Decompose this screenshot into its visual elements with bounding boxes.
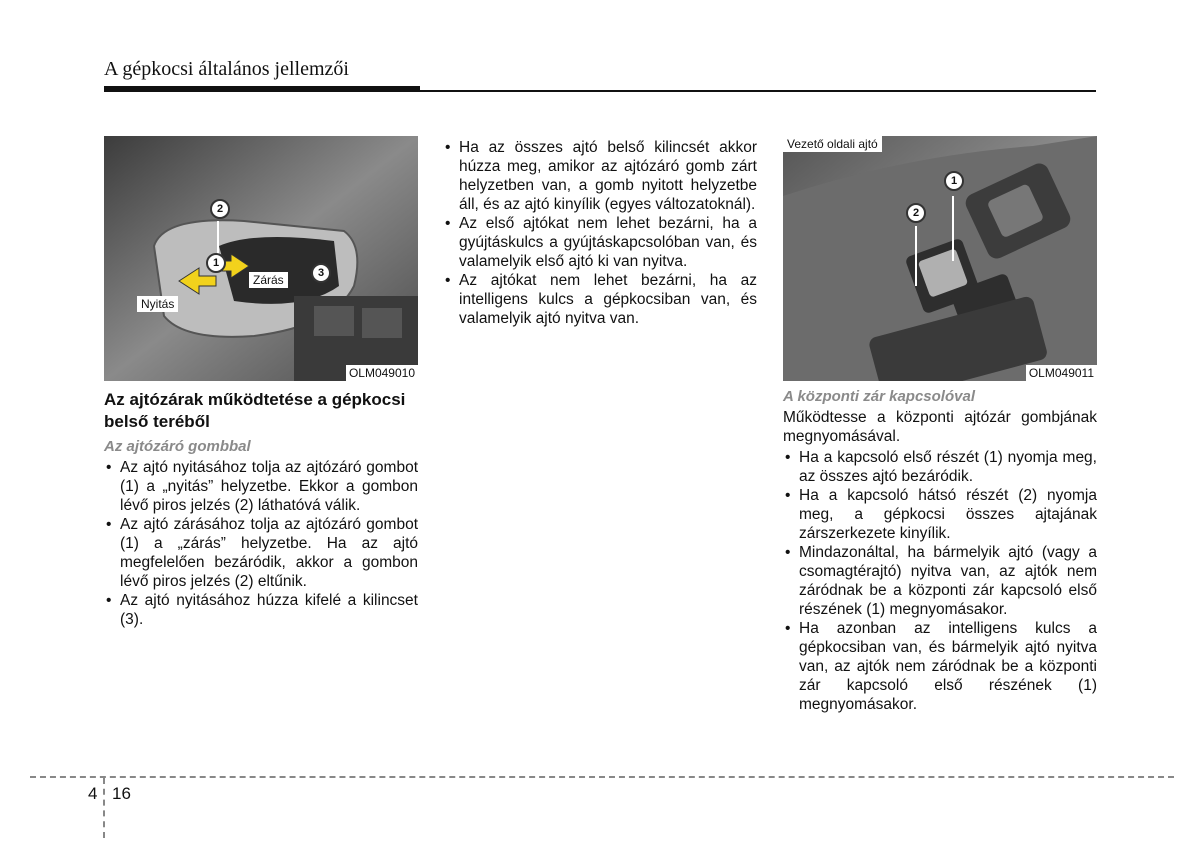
- list-item: • Az ajtó nyitásához húzza kifelé a kilincset (3).: [104, 591, 418, 629]
- badge-1: 1: [944, 171, 964, 191]
- footer-divider: [30, 776, 1174, 778]
- lock-switch-figure: [783, 136, 1097, 381]
- section-heading: Az ajtózárak működtetése a gépkocsi belső teréből: [104, 390, 406, 431]
- list-item: • Az első ajtókat nem lehet bezárni, ha a gyújtáskulcs a gyújtáskapcsolóban van, és valamelyik első ajtó ki van nyitva.: [443, 214, 757, 271]
- bullet-list: [104, 458, 418, 629]
- chapter-number: 4: [88, 784, 98, 803]
- door-handle-illustration: [104, 136, 418, 381]
- list-item: • Ha a kapcsoló hátsó részét (2) nyomja meg, a gépkocsi összes ajtajának zárszerkezete kinyílik.: [783, 486, 1097, 543]
- lock-switch-illustration: [783, 136, 1097, 381]
- page-number: 16: [112, 784, 131, 803]
- badge-2: 2: [906, 203, 926, 223]
- door-handle-figure: [104, 136, 418, 381]
- header-rule-thin: [104, 90, 1096, 92]
- figure-code: OLM049011: [1026, 365, 1097, 381]
- list-item: • Ha azonban az intelligens kulcs a gépkocsiban van, és bármelyik ajtó nyitva van, az ajtók nem záródnak be a központi zár kapcsoló első részének (1) megnyomásakor.: [783, 619, 1097, 714]
- page-header-title: A gépkocsi általános jellemzői: [104, 58, 349, 80]
- list-item: • Az ajtó nyitásához tolja az ajtózáró gombot (1) a „nyitás” helyzetbe. Ekkor a gombon lévő piros jelzés (2) láthatóvá válik.: [104, 458, 418, 515]
- bullet-list: [443, 138, 757, 328]
- badge-1: 1: [206, 253, 226, 273]
- subheading: Az ajtózáró gombbal: [104, 438, 251, 455]
- column-2: [443, 138, 757, 328]
- column-3: [783, 136, 1097, 714]
- list-item: • Az ajtókat nem lehet bezárni, ha az intelligens kulcs a gépkocsiban van, és valamelyik ajtó nyitva van.: [443, 271, 757, 328]
- list-item: • Ha a kapcsoló első részét (1) nyomja meg, az összes ajtó bezáródik.: [783, 448, 1097, 486]
- label-zaras: Zárás: [249, 272, 288, 288]
- intro-text: Működtesse a központi ajtózár gombjának megnyomásával.: [783, 409, 1097, 445]
- footer-vertical-divider: [103, 778, 105, 838]
- bullet-list: [783, 448, 1097, 714]
- badge-3: 3: [311, 263, 331, 283]
- figure-tag: Vezető oldali ajtó: [783, 136, 882, 152]
- list-item: • Mindazonáltal, ha bármelyik ajtó (vagy a csomagtérajtó) nyitva van, az ajtók nem záródnak be a központi zár kapcsoló első részének (1) megnyomásakor.: [783, 543, 1097, 619]
- label-nyitas: Nyitás: [137, 296, 178, 312]
- badge-2: 2: [210, 199, 230, 219]
- list-item: • Ha az összes ajtó belső kilincsét akkor húzza meg, amikor az ajtózáró gomb zárt helyzetben van, a gomb nyitott helyzetbe áll, és az ajtó kinyílik (egyes változatoknál).: [443, 138, 757, 214]
- column-1: [104, 136, 418, 629]
- subheading: A központi zár kapcsolóval: [783, 388, 975, 405]
- list-item: • Az ajtó zárásához tolja az ajtózáró gombot (1) a „zárás” helyzetbe. Ha az ajtó megfelelően bezáródik, akkor a gombon lévő piros jelzés (2) eltűnik.: [104, 515, 418, 591]
- figure-code: OLM049010: [346, 365, 418, 381]
